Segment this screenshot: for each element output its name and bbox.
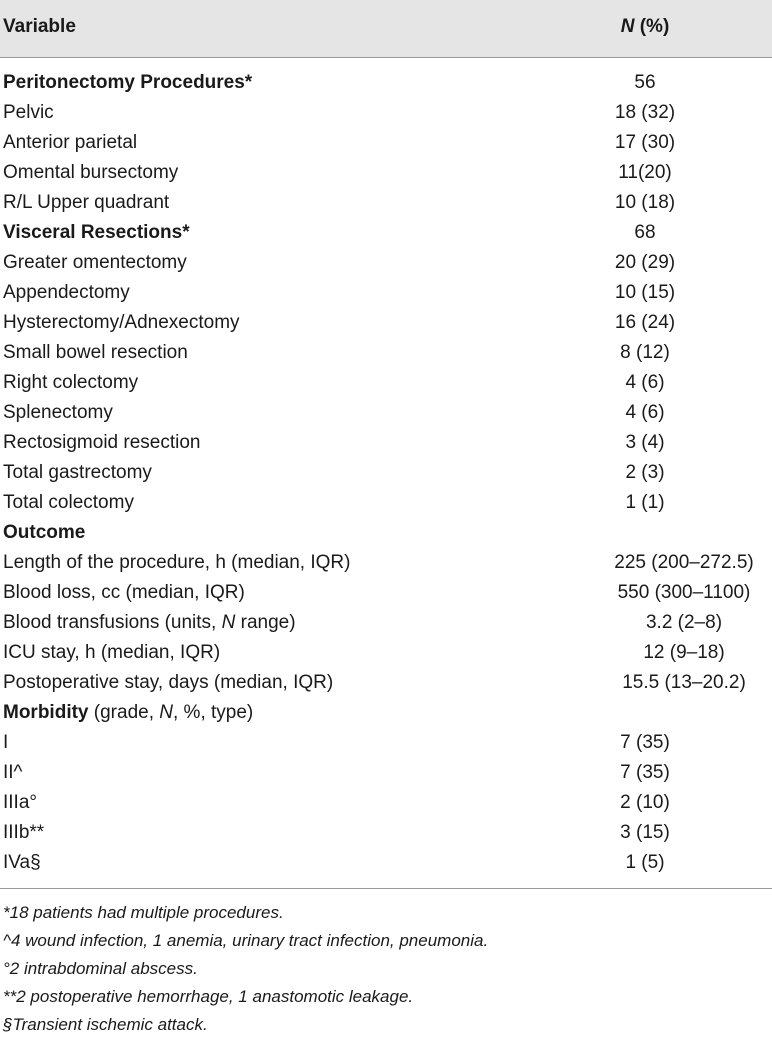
row-value: 56 bbox=[634, 72, 656, 93]
row-value: 8 (12) bbox=[620, 342, 670, 363]
row-label-italic: N bbox=[221, 612, 236, 633]
row-label bbox=[3, 698, 253, 728]
row-label-pre: Blood transfusions (units, bbox=[3, 612, 222, 633]
table-row bbox=[0, 368, 772, 398]
row-label: Small bowel resection bbox=[3, 342, 188, 363]
row-label: ICU stay, h (median, IQR) bbox=[3, 642, 221, 663]
table-row bbox=[0, 158, 772, 188]
header-percent: (%) bbox=[634, 16, 670, 37]
row-label: Blood loss, cc (median, IQR) bbox=[3, 582, 245, 603]
table-row bbox=[0, 338, 772, 368]
table-row bbox=[0, 668, 772, 698]
row-value: 1 (1) bbox=[625, 492, 665, 513]
row-value: 3.2 (2–8) bbox=[645, 612, 723, 633]
row-label: Peritonectomy Procedures* bbox=[3, 72, 253, 93]
row-label: IVa§ bbox=[3, 852, 41, 873]
row-label: II^ bbox=[3, 762, 23, 783]
row-label: Appendectomy bbox=[3, 282, 130, 303]
table-header bbox=[0, 0, 772, 58]
table-row bbox=[0, 608, 772, 638]
row-label-post: range) bbox=[235, 612, 296, 633]
row-label-italic: N bbox=[159, 702, 173, 723]
row-label: Outcome bbox=[3, 522, 86, 543]
row-label: R/L Upper quadrant bbox=[3, 192, 170, 213]
row-label-pre: (grade, bbox=[88, 702, 160, 723]
row-value: 2 (10) bbox=[620, 792, 670, 813]
row-value: 7 (35) bbox=[620, 762, 670, 783]
table-row bbox=[0, 848, 772, 878]
row-label: Total gastrectomy bbox=[3, 462, 152, 483]
row-label: Splenectomy bbox=[3, 402, 113, 423]
row-value: 3 (4) bbox=[625, 432, 665, 453]
row-value: 16 (24) bbox=[614, 312, 676, 333]
row-label: Length of the procedure, h (median, IQR) bbox=[3, 552, 351, 573]
row-label: Greater omentectomy bbox=[3, 252, 187, 273]
table-row bbox=[0, 68, 772, 98]
header-n-percent bbox=[560, 16, 730, 38]
row-label-bold: Morbidity bbox=[3, 702, 89, 723]
header-variable: Variable bbox=[3, 16, 76, 37]
table-row bbox=[0, 248, 772, 278]
row-value: 3 (15) bbox=[620, 822, 670, 843]
row-label: IIIb** bbox=[3, 822, 45, 843]
row-value: 12 (9–18) bbox=[643, 642, 725, 663]
table-row bbox=[0, 788, 772, 818]
row-label: Omental bursectomy bbox=[3, 162, 179, 183]
row-value: 4 (6) bbox=[625, 372, 665, 393]
table-row bbox=[0, 188, 772, 218]
row-value: 17 (30) bbox=[614, 132, 676, 153]
row-value: 15.5 (13–20.2) bbox=[622, 672, 746, 693]
row-value: 20 (29) bbox=[614, 252, 676, 273]
table-row bbox=[0, 428, 772, 458]
row-value: 7 (35) bbox=[620, 732, 670, 753]
row-value: 550 (300–1100) bbox=[617, 582, 751, 603]
table-row bbox=[0, 488, 772, 518]
header-n: N bbox=[620, 16, 635, 37]
row-value: 10 (18) bbox=[614, 192, 676, 213]
table-row bbox=[0, 278, 772, 308]
row-label-post: , %, type) bbox=[173, 702, 254, 723]
footnote: §Transient ischemic attack. bbox=[3, 1015, 208, 1034]
row-value: 4 (6) bbox=[625, 402, 665, 423]
table-row bbox=[0, 758, 772, 788]
table-row bbox=[0, 128, 772, 158]
table-row bbox=[0, 548, 772, 578]
table-divider bbox=[0, 888, 772, 889]
row-value: 18 (32) bbox=[614, 102, 676, 123]
row-label: Rectosigmoid resection bbox=[3, 432, 201, 453]
table-row bbox=[0, 98, 772, 128]
row-value: 1 (5) bbox=[625, 852, 665, 873]
table-row bbox=[0, 458, 772, 488]
row-value: 10 (15) bbox=[614, 282, 676, 303]
table-row bbox=[0, 728, 772, 758]
row-label: Hysterectomy/Adnexectomy bbox=[3, 312, 240, 333]
table-footnotes bbox=[3, 899, 769, 1039]
row-label: Pelvic bbox=[3, 102, 54, 123]
table-row bbox=[0, 518, 772, 548]
row-label: Right colectomy bbox=[3, 372, 139, 393]
footnote: ^4 wound infection, 1 anemia, urinary tract infection, pneumonia. bbox=[3, 931, 489, 950]
footnote: °2 intrabdominal abscess. bbox=[3, 959, 198, 978]
row-value: 11(20) bbox=[618, 162, 672, 183]
table-row bbox=[0, 698, 772, 728]
row-value: 2 (3) bbox=[625, 462, 665, 483]
table-row bbox=[0, 308, 772, 338]
footnote: *18 patients had multiple procedures. bbox=[3, 903, 284, 922]
row-label: Anterior parietal bbox=[3, 132, 138, 153]
table-row bbox=[0, 578, 772, 608]
row-label: Postoperative stay, days (median, IQR) bbox=[3, 672, 334, 693]
row-label bbox=[3, 608, 296, 638]
row-label: IIIa° bbox=[3, 792, 38, 813]
footnote: **2 postoperative hemorrhage, 1 anastomotic leakage. bbox=[3, 987, 414, 1006]
row-value: 68 bbox=[634, 222, 656, 243]
table-row bbox=[0, 638, 772, 668]
table-row bbox=[0, 218, 772, 248]
table-row bbox=[0, 398, 772, 428]
row-label: I bbox=[3, 732, 9, 753]
row-label: Total colectomy bbox=[3, 492, 134, 513]
row-value: 225 (200–272.5) bbox=[614, 552, 754, 573]
table-body bbox=[0, 68, 772, 878]
row-label: Visceral Resections* bbox=[3, 222, 190, 243]
table-row bbox=[0, 818, 772, 848]
